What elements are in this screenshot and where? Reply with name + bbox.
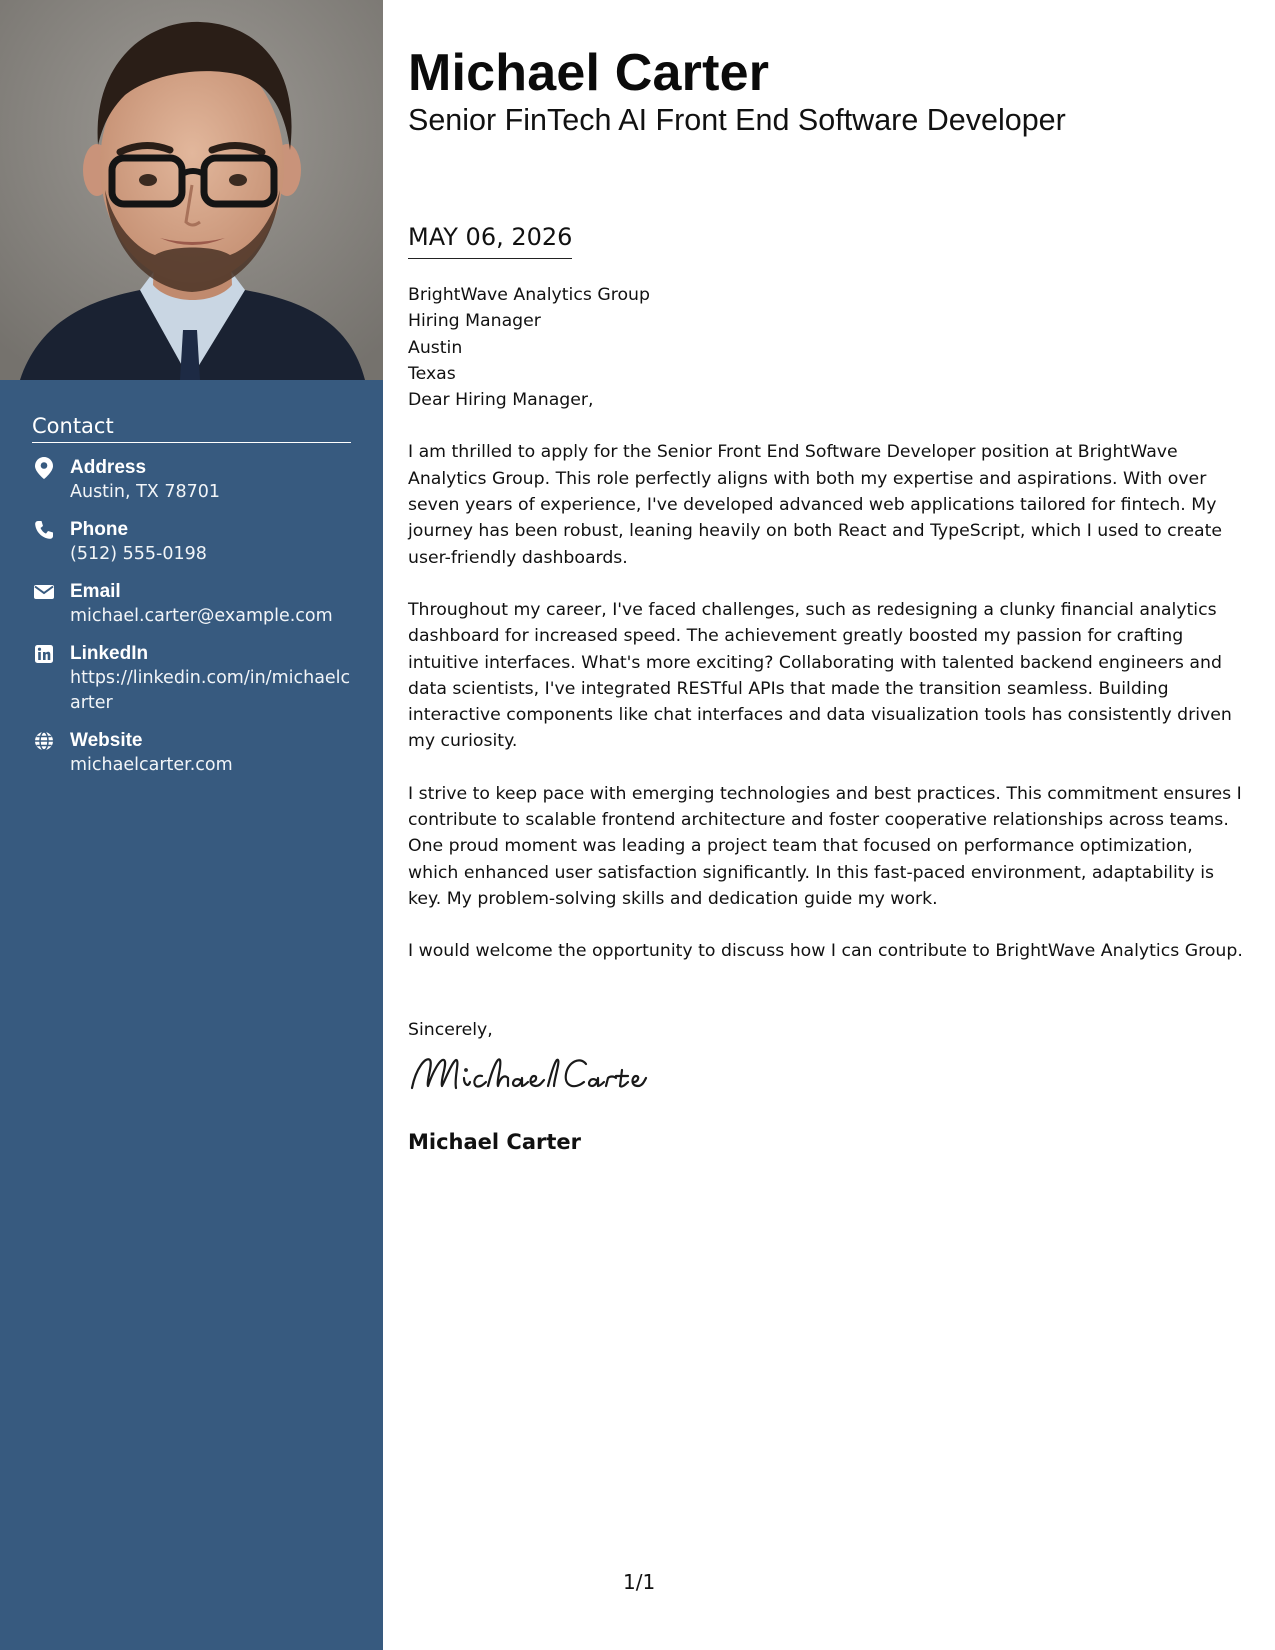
contact-label-email: Email [70,581,121,602]
recipient-city: Austin [408,337,463,358]
salutation: Dear Hiring Manager, [408,390,594,411]
letter-paragraph: Throughout my career, I've faced challenges, such as redesigning a clunky financial analytics dashboard for increased speed. The achievement greatly boosted my passion for crafting intuitive interfaces. What's more exciting? Collaborating with talented backend engineers and data scientists, I've integrated RESTful APIs that made the transition seamless. Building interactive components like chat interfaces and data visualization tools has consistently driven my curiosity. [408,599,1232,752]
recipient-company: BrightWave Analytics Group [408,285,650,305]
contact-linkedin [32,642,351,716]
envelope-icon [33,581,55,603]
recipient-role: Hiring Manager [408,311,541,332]
contact-label-address: Address [70,457,147,478]
letter-paragraph: I would welcome the opportunity to discuss how I can contribute to BrightWave Analytics Group. [408,941,1243,962]
contact-heading: Contact [32,414,351,443]
letter-paragraph: I am thrilled to apply for the Senior Front End Software Developer position at BrightWave Analytics Group. This role perfectly aligns with both my expertise and aspirations. With over seven years of experience, I've developed advanced web applications tailored for fintech. My journey has been robust, leaning heavily on both React and TypeScript, which I used to create user-friendly dashboards. [408,442,1223,568]
contact-label-phone: Phone [70,519,129,540]
contact-value-linkedin[interactable]: https://linkedin.com/in/michaelcarter [70,668,351,713]
contact-label-linkedin: LinkedIn [70,643,149,664]
signer-name: Michael Carter [408,1130,581,1154]
contact-value-email[interactable]: michael.carter@example.com [70,606,333,626]
profile-photo [0,0,383,380]
closing: Sincerely, [408,1019,493,1040]
location-pin-icon [33,457,55,479]
contact-website [32,729,351,778]
contact-address [32,456,351,505]
letter-date: MAY 06, 2026 [408,222,572,259]
contact-section [32,414,351,778]
contact-phone [32,518,351,567]
applicant-name: Michael Carter [408,44,770,102]
globe-icon [33,730,55,752]
letter-body [408,282,1248,1043]
phone-icon [33,519,55,541]
recipient-state: Texas [408,363,456,384]
contact-value-phone: (512) 555-0198 [70,544,207,564]
letter-paragraph: I strive to keep pace with emerging technologies and best practices. This commitment ensures I contribute to scalable frontend architecture and foster cooperative relationships across teams. One proud moment was leading a project team that focused on performance optimization, which enhanced user satisfaction significantly. In this fast-paced environment, adaptability is key. My problem-solving skills and dedication guide my work. [408,783,1242,909]
contact-value-website[interactable]: michaelcarter.com [70,755,233,775]
applicant-title: Senior FinTech AI Front End Software Developer [408,103,1066,137]
sidebar [0,0,383,1650]
contact-email [32,580,351,629]
contact-label-website: Website [70,730,143,751]
signature [408,1048,648,1098]
linkedin-icon [33,643,55,665]
contact-value-address: Austin, TX 78701 [70,482,221,502]
page-number: 1/1 [623,1570,656,1594]
